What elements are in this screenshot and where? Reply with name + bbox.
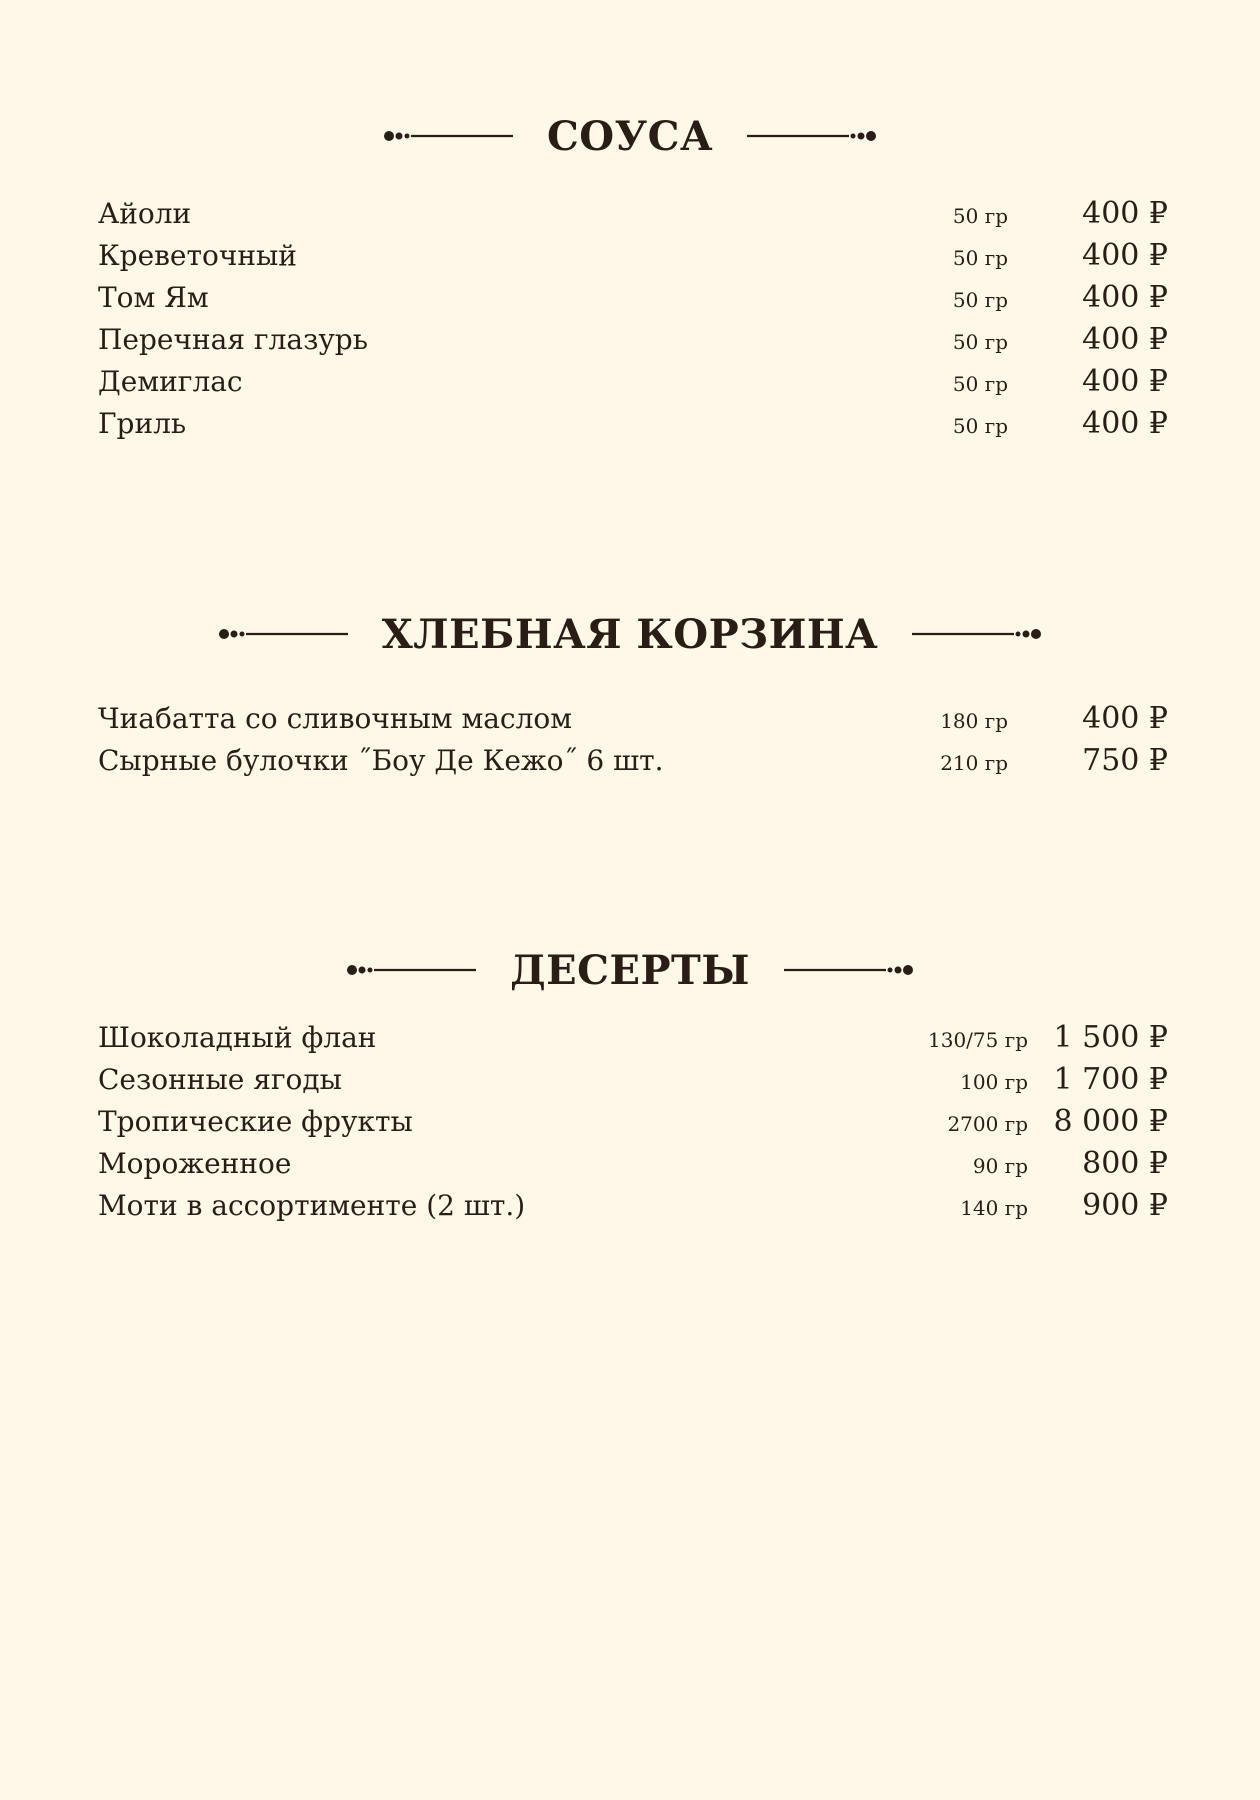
item-price: 8 000 ₽: [1053, 1104, 1168, 1139]
list-item: [98, 1143, 1168, 1185]
item-name: Демиглас: [98, 365, 243, 398]
item-weight: 50 гр: [952, 204, 1008, 228]
item-name: Моти в ассортименте (2 шт.): [98, 1189, 526, 1222]
item-weight: 50 гр: [952, 372, 1008, 396]
item-name: Тропические фрукты: [98, 1105, 413, 1138]
item-weight: 140 гр: [960, 1196, 1028, 1220]
item-price: 400 ₽: [1082, 364, 1168, 399]
item-weight: 50 гр: [952, 246, 1008, 270]
list-item: [98, 361, 1168, 403]
bread-basket-list: [98, 698, 1168, 782]
item-weight: 90 гр: [972, 1154, 1028, 1178]
menu-section-desserts: [0, 940, 1260, 1000]
item-name: Шоколадный флан: [98, 1021, 377, 1054]
item-name: Мороженное: [98, 1147, 292, 1180]
list-item: [98, 193, 1168, 235]
list-item: [98, 1101, 1168, 1143]
item-name: Айоли: [98, 197, 192, 230]
list-item: [98, 1059, 1168, 1101]
list-item: [98, 319, 1168, 361]
item-weight: 50 гр: [952, 288, 1008, 312]
right-ornament-icon: [747, 128, 877, 144]
item-name: Гриль: [98, 407, 187, 440]
item-price: 400 ₽: [1082, 322, 1168, 357]
list-item: [98, 403, 1168, 445]
desserts-list: [98, 1017, 1168, 1227]
menu-section-bread-basket: [0, 604, 1260, 664]
section-title: СОУСА: [546, 112, 714, 160]
item-price: 400 ₽: [1082, 701, 1168, 736]
item-price: 400 ₽: [1082, 196, 1168, 231]
section-heading: [0, 940, 1260, 1000]
item-price: 400 ₽: [1082, 238, 1168, 273]
sauces-list: [98, 193, 1168, 445]
item-price: 750 ₽: [1082, 743, 1168, 778]
list-item: [98, 698, 1168, 740]
item-name: Сезонные ягоды: [98, 1063, 342, 1096]
item-price: 400 ₽: [1082, 406, 1168, 441]
list-item: [98, 1185, 1168, 1227]
left-ornament-icon: [218, 626, 348, 642]
item-price: 900 ₽: [1082, 1188, 1168, 1223]
left-ornament-icon: [346, 962, 476, 978]
item-price: 1 500 ₽: [1053, 1020, 1168, 1055]
item-name: Том Ям: [98, 281, 209, 314]
list-item: [98, 740, 1168, 782]
item-weight: 210 гр: [940, 751, 1008, 775]
item-name: Креветочный: [98, 239, 297, 272]
section-heading: [0, 604, 1260, 664]
item-price: 800 ₽: [1082, 1146, 1168, 1181]
item-weight: 50 гр: [952, 414, 1008, 438]
item-price: 400 ₽: [1082, 280, 1168, 315]
item-name: Перечная глазурь: [98, 323, 368, 356]
right-ornament-icon: [912, 626, 1042, 642]
section-title: ДЕСЕРТЫ: [510, 946, 750, 994]
right-ornament-icon: [784, 962, 914, 978]
list-item: [98, 1017, 1168, 1059]
item-name: Сырные булочки ˝Боу Де Кежо˝ 6 шт.: [98, 744, 664, 777]
item-weight: 180 гр: [940, 709, 1008, 733]
list-item: [98, 277, 1168, 319]
item-price: 1 700 ₽: [1053, 1062, 1168, 1097]
item-weight: 130/75 гр: [928, 1028, 1028, 1052]
section-heading: [0, 106, 1260, 166]
item-weight: 100 гр: [960, 1070, 1028, 1094]
item-weight: 50 гр: [952, 330, 1008, 354]
left-ornament-icon: [383, 128, 513, 144]
section-title: ХЛЕБНАЯ КОРЗИНА: [381, 610, 879, 658]
list-item: [98, 235, 1168, 277]
menu-section-sauces: [0, 106, 1260, 166]
item-weight: 2700 гр: [947, 1112, 1028, 1136]
item-name: Чиабатта со сливочным маслом: [98, 702, 573, 735]
